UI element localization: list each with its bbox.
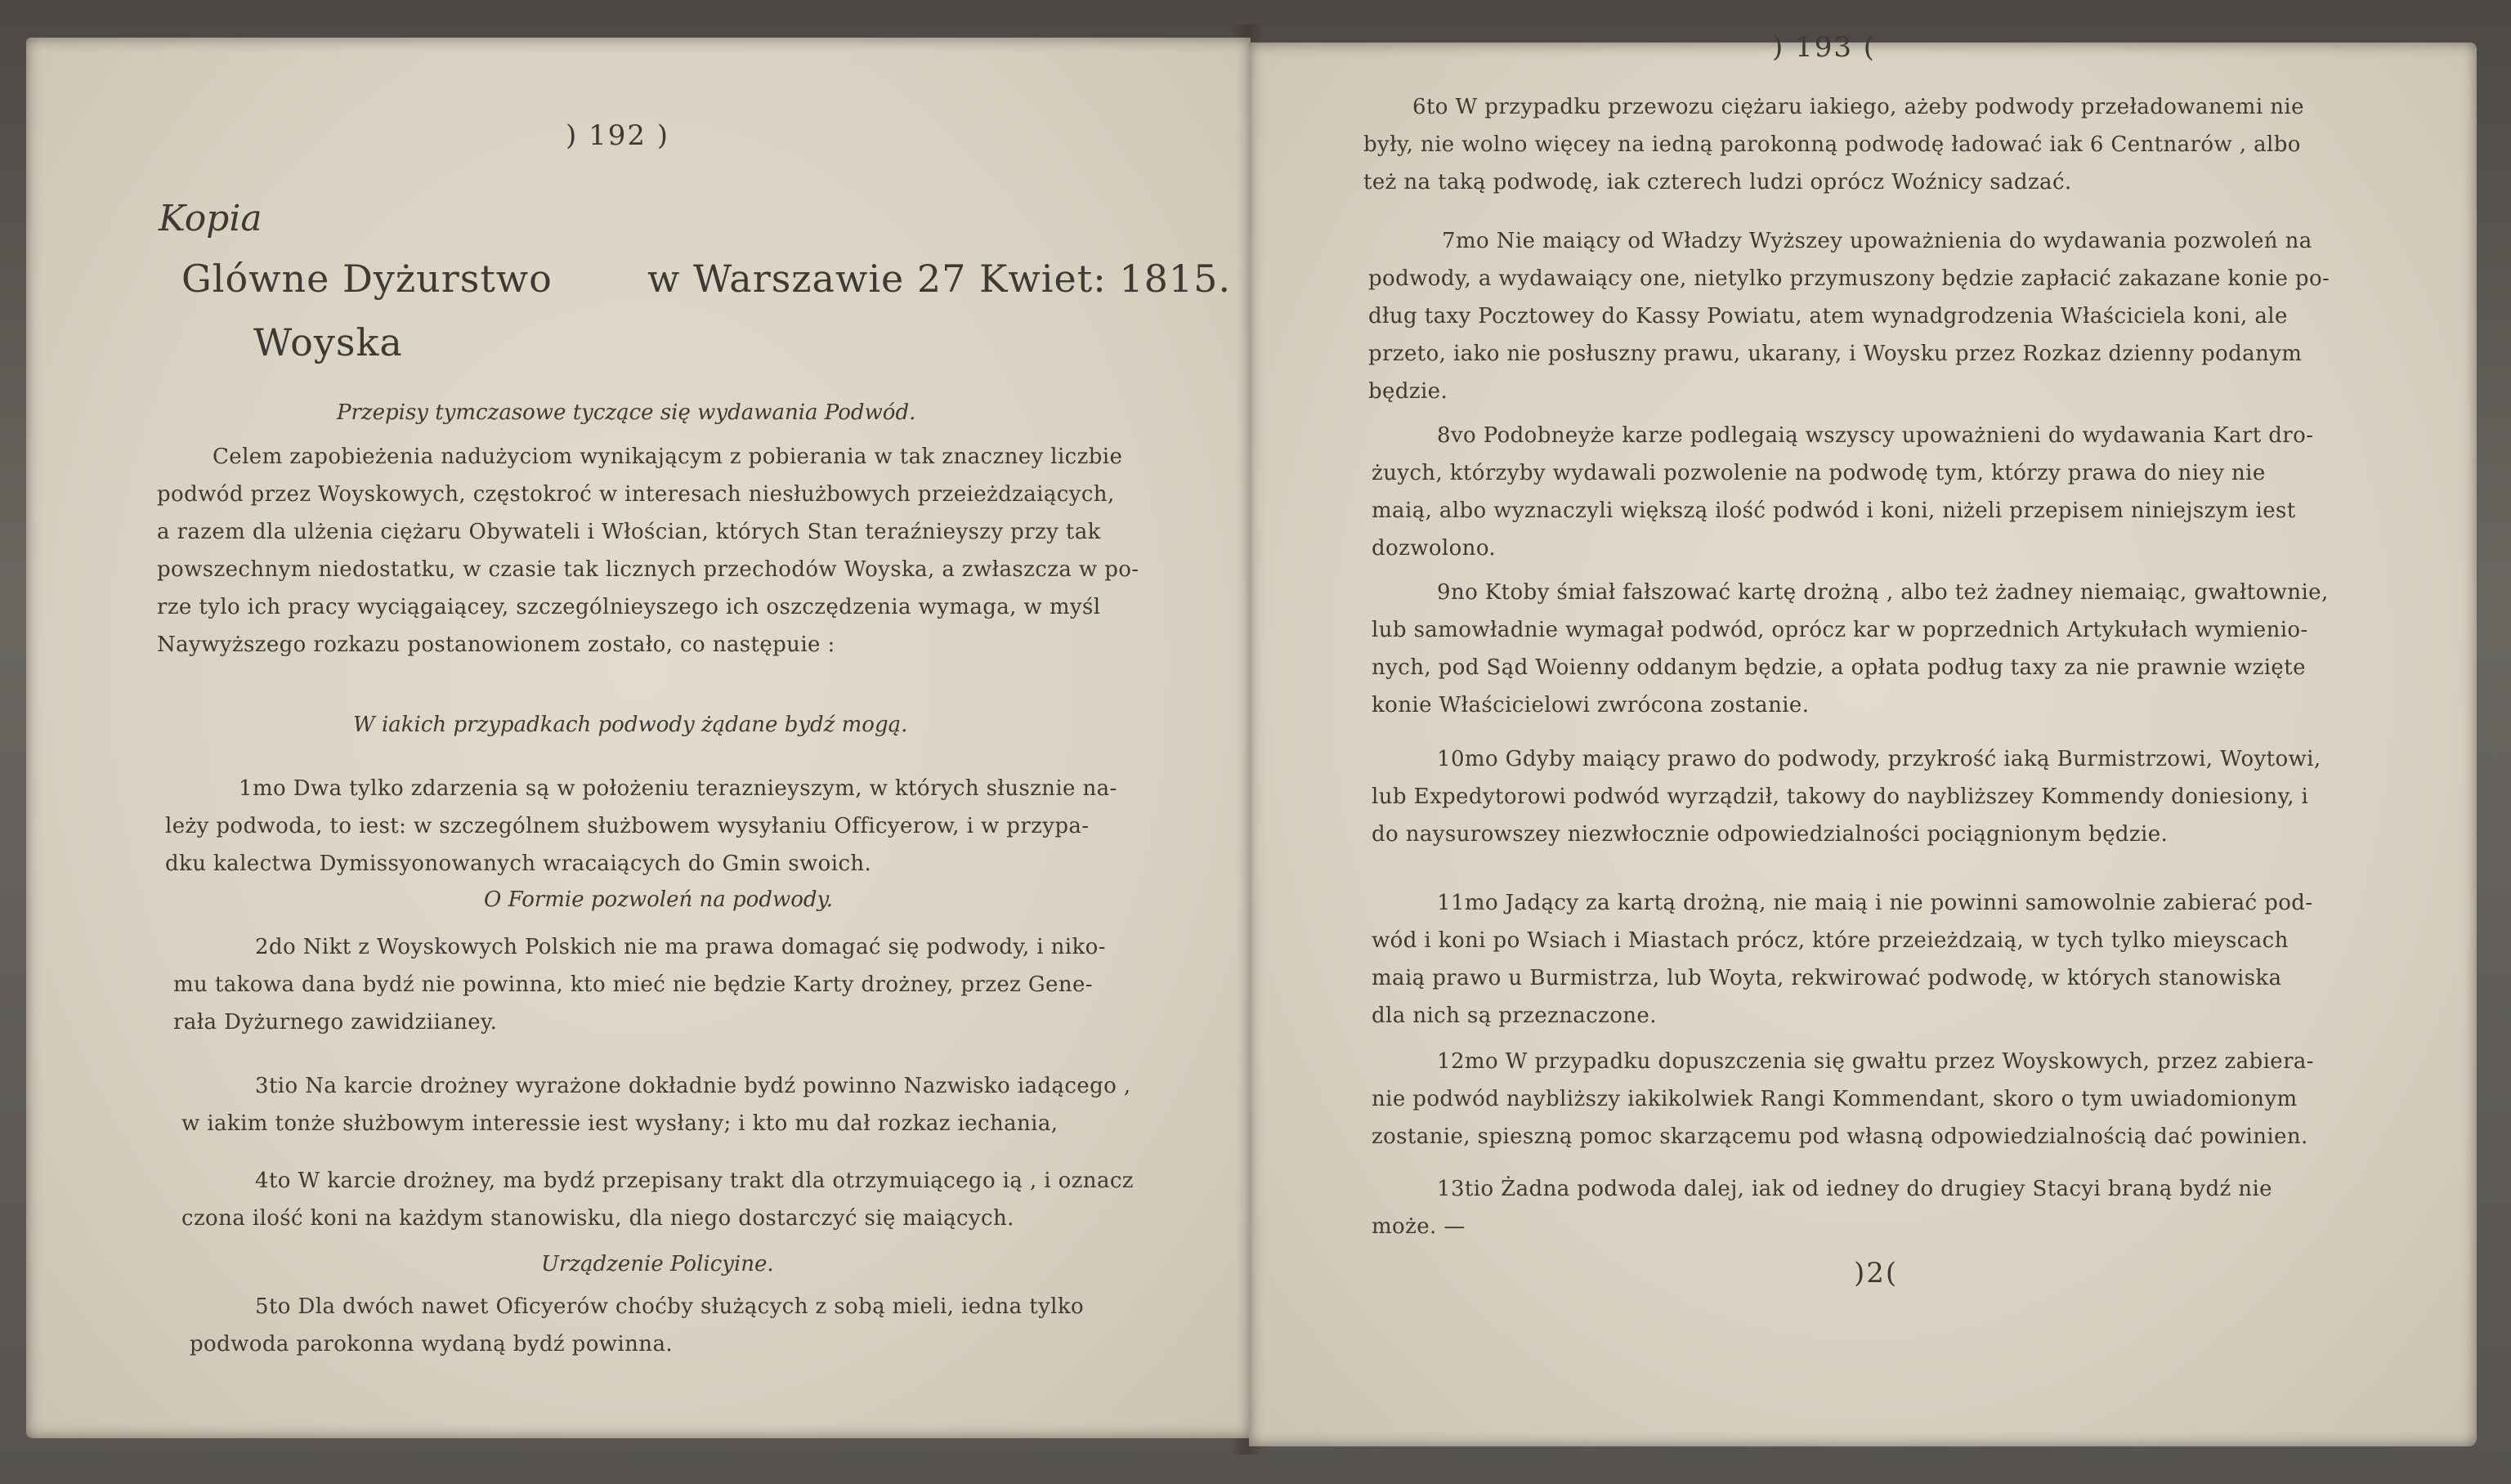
article-2 — [173, 928, 1106, 1041]
text-line: dług taxy Pocztowey do Kassy Powiatu, atem wynadgrodzenia Właściciela koni, ale — [1368, 304, 2288, 329]
article-13 — [1372, 1170, 2272, 1245]
text-line: wód i koni po Wsiach i Miastach prócz, które przeieżdzaią, w tych tylko mieyscach — [1372, 928, 2289, 953]
signature-mark: )2( — [1854, 1257, 1899, 1290]
text-line: nych, pod Sąd Woienny oddanym będzie, a opłata podług taxy za nie prawnie wzięte — [1372, 655, 2306, 680]
article-3 — [181, 1067, 1131, 1142]
office-name-line1: Glówne Dyżurstwo — [181, 257, 553, 301]
left-page — [26, 38, 1251, 1438]
text-line: czona ilość koni na każdym stanowisku, dla niego dostarczyć się maiących. — [181, 1206, 1014, 1231]
page-number-left: ) 192 ) — [566, 119, 670, 152]
text-line: podwoda parokonna wydaną bydź powinna. — [190, 1332, 674, 1357]
text-line: lub Expedytorowi podwód wyrządził, takowy do naybliższey Kommendy doniesiony, i — [1372, 784, 2309, 809]
text-line: 12mo W przypadku dopuszczenia się gwałtu przez Woyskowych, przez zabiera- — [1437, 1049, 2314, 1074]
text-line: przeto, iako nie posłuszny prawu, ukarany, i Woysku przez Rozkaz dzienny podanym — [1368, 342, 2303, 366]
text-line: były, nie wolno więcey na iedną parokonną podwodę ładować iak 6 Centnarów , albo — [1363, 132, 2301, 157]
text-line: dla nich są przeznaczone. — [1372, 1003, 1657, 1028]
right-page — [1249, 31, 2477, 1446]
text-line: maią prawo u Burmistrza, lub Woyta, rekwirować podwodę, w których stanowiska — [1372, 966, 2282, 990]
section-heading-police: Urządzenie Policyine. — [541, 1252, 774, 1276]
intro-paragraph — [157, 438, 1139, 664]
text-line: leży podwoda, to iest: w szczególnem służbowem wysyłaniu Officyerow, i w przypa- — [165, 814, 1090, 838]
text-line: 4to W karcie drożney, ma bydź przepisany trakt dla otrzymuiącego ią , i oznacz — [255, 1169, 1134, 1193]
text-line: maią, albo wyznaczyli większą ilość podwód i koni, niżeli przepisem niniejszym iest — [1372, 498, 2296, 523]
office-name-line2: Woyska — [253, 320, 403, 364]
text-line: konie Właścicielowi zwrócona zostanie. — [1372, 693, 1810, 717]
text-line: podwód przez Woyskowych, częstokroć w interesach niesłużbowych przeieżdzaiących, — [157, 482, 1115, 507]
article-8 — [1372, 417, 2313, 567]
page-number-right: ) 193 ( — [1772, 31, 1877, 64]
article-6 — [1363, 88, 2304, 201]
text-line: będzie. — [1368, 379, 1448, 404]
text-line: do naysurowszey niezwłocznie odpowiedzialności pociągnionym będzie. — [1372, 822, 2169, 847]
text-line: dku kalectwa Dymissyonowanych wracaiących do Gmin swoich. — [165, 852, 872, 876]
text-line: lub samowładnie wymagał podwód, oprócz kar w poprzednich Artykułach wymienio- — [1372, 618, 2308, 642]
section-heading-forms: O Formie pozwoleń na podwody. — [484, 887, 834, 912]
text-line: nie podwód naybliższy iakikolwiek Rangi Kommendant, skoro o tym uwiadomionym — [1372, 1087, 2298, 1111]
article-7 — [1368, 222, 2330, 410]
document-subtitle: Przepisy tymczasowe tyczące się wydawania Podwód. — [337, 400, 916, 425]
text-line: 6to W przypadku przewozu ciężaru iakiego, ażeby podwody przeładowanemi nie — [1412, 95, 2304, 119]
text-line: 5to Dla dwóch nawet Oficyerów choćby służących z sobą mieli, iedna tylko — [255, 1294, 1085, 1319]
text-line: 3tio Na karcie drożney wyrażone dokładnie bydź powinno Nazwisko iadącego , — [255, 1074, 1131, 1098]
text-line: mu takowa dana bydź nie powinna, kto mieć nie będzie Karty drożney, przez Gene- — [173, 972, 1093, 997]
text-line: rze tylo ich pracy wyciągaiącey, szczególnieyszego ich oszczędzenia wymaga, w myśl — [157, 595, 1101, 619]
text-line: 11mo Jadący za kartą drożną, nie maią i nie powinni samowolnie zabierać pod- — [1437, 891, 2313, 915]
text-line: dozwolono. — [1372, 536, 1497, 561]
text-line: 10mo Gdyby maiący prawo do podwody, przykrość iaką Burmistrzowi, Woytowi, — [1437, 747, 2321, 771]
document-date: w Warszawie 27 Kwiet: 1815. — [647, 257, 1232, 301]
text-line: 13tio Żadna podwoda dalej, iak od iedney do drugiey Stacyi braną bydź nie — [1437, 1177, 2272, 1201]
text-line: rała Dyżurnego zawidziianey. — [173, 1010, 498, 1035]
text-line: 7mo Nie maiący od Władzy Wyższey upoważnienia do wydawania pozwoleń na — [1442, 229, 2312, 253]
text-line: a razem dla ulżenia ciężaru Obywateli i Włościan, których Stan teraźnieyszy przy tak — [157, 520, 1101, 544]
text-line: w iakim tonże służbowym interessie iest wysłany; i kto mu dał rozkaz iechania, — [181, 1111, 1059, 1136]
text-line: 1mo Dwa tylko zdarzenia są w położeniu teraznieyszym, w których słusznie na- — [239, 776, 1117, 801]
text-line: podwody, a wydawaiący one, nietylko przymuszony będzie zapłacić zakazane konie po- — [1368, 266, 2330, 291]
text-line: Celem zapobieżenia nadużyciom wynikającym z pobierania w tak znaczney liczbie — [213, 445, 1123, 469]
text-line: 2do Nikt z Woyskowych Polskich nie ma prawa domagać się podwody, i niko- — [255, 935, 1106, 959]
article-9 — [1372, 574, 2329, 724]
text-line: Naywyższego rozkazu postanowionem zostało, co następuie : — [157, 632, 835, 657]
article-12 — [1372, 1043, 2314, 1155]
article-11 — [1372, 884, 2313, 1035]
section-heading-cases: W iakich przypadkach podwody żądane bydź mogą. — [353, 713, 908, 737]
article-1 — [165, 770, 1117, 883]
text-line: też na taką podwodę, iak czterech ludzi oprócz Woźnicy sadzać. — [1363, 170, 2072, 194]
text-line: 8vo Podobneyże karze podlegaią wszyscy upoważnieni do wydawania Kart dro- — [1437, 423, 2314, 448]
text-line: żuych, którzyby wydawali pozwolenie na podwodę tym, którzy prawa do niey nie — [1372, 461, 2266, 485]
article-5 — [190, 1288, 1084, 1363]
kopia-heading: Kopia — [159, 198, 262, 239]
article-4 — [181, 1162, 1134, 1237]
text-line: może. — — [1372, 1214, 1466, 1239]
text-line: zostanie, spieszną pomoc skarzącemu pod własną odpowiedzialnością dać powinien. — [1372, 1124, 2308, 1149]
text-line: 9no Ktoby śmiał fałszować kartę drożną , albo też żadney niemaiąc, gwałtownie, — [1437, 580, 2329, 605]
article-10 — [1372, 740, 2321, 853]
text-line: powszechnym niedostatku, w czasie tak licznych przechodów Woyska, a zwłaszcza w po- — [157, 557, 1139, 582]
